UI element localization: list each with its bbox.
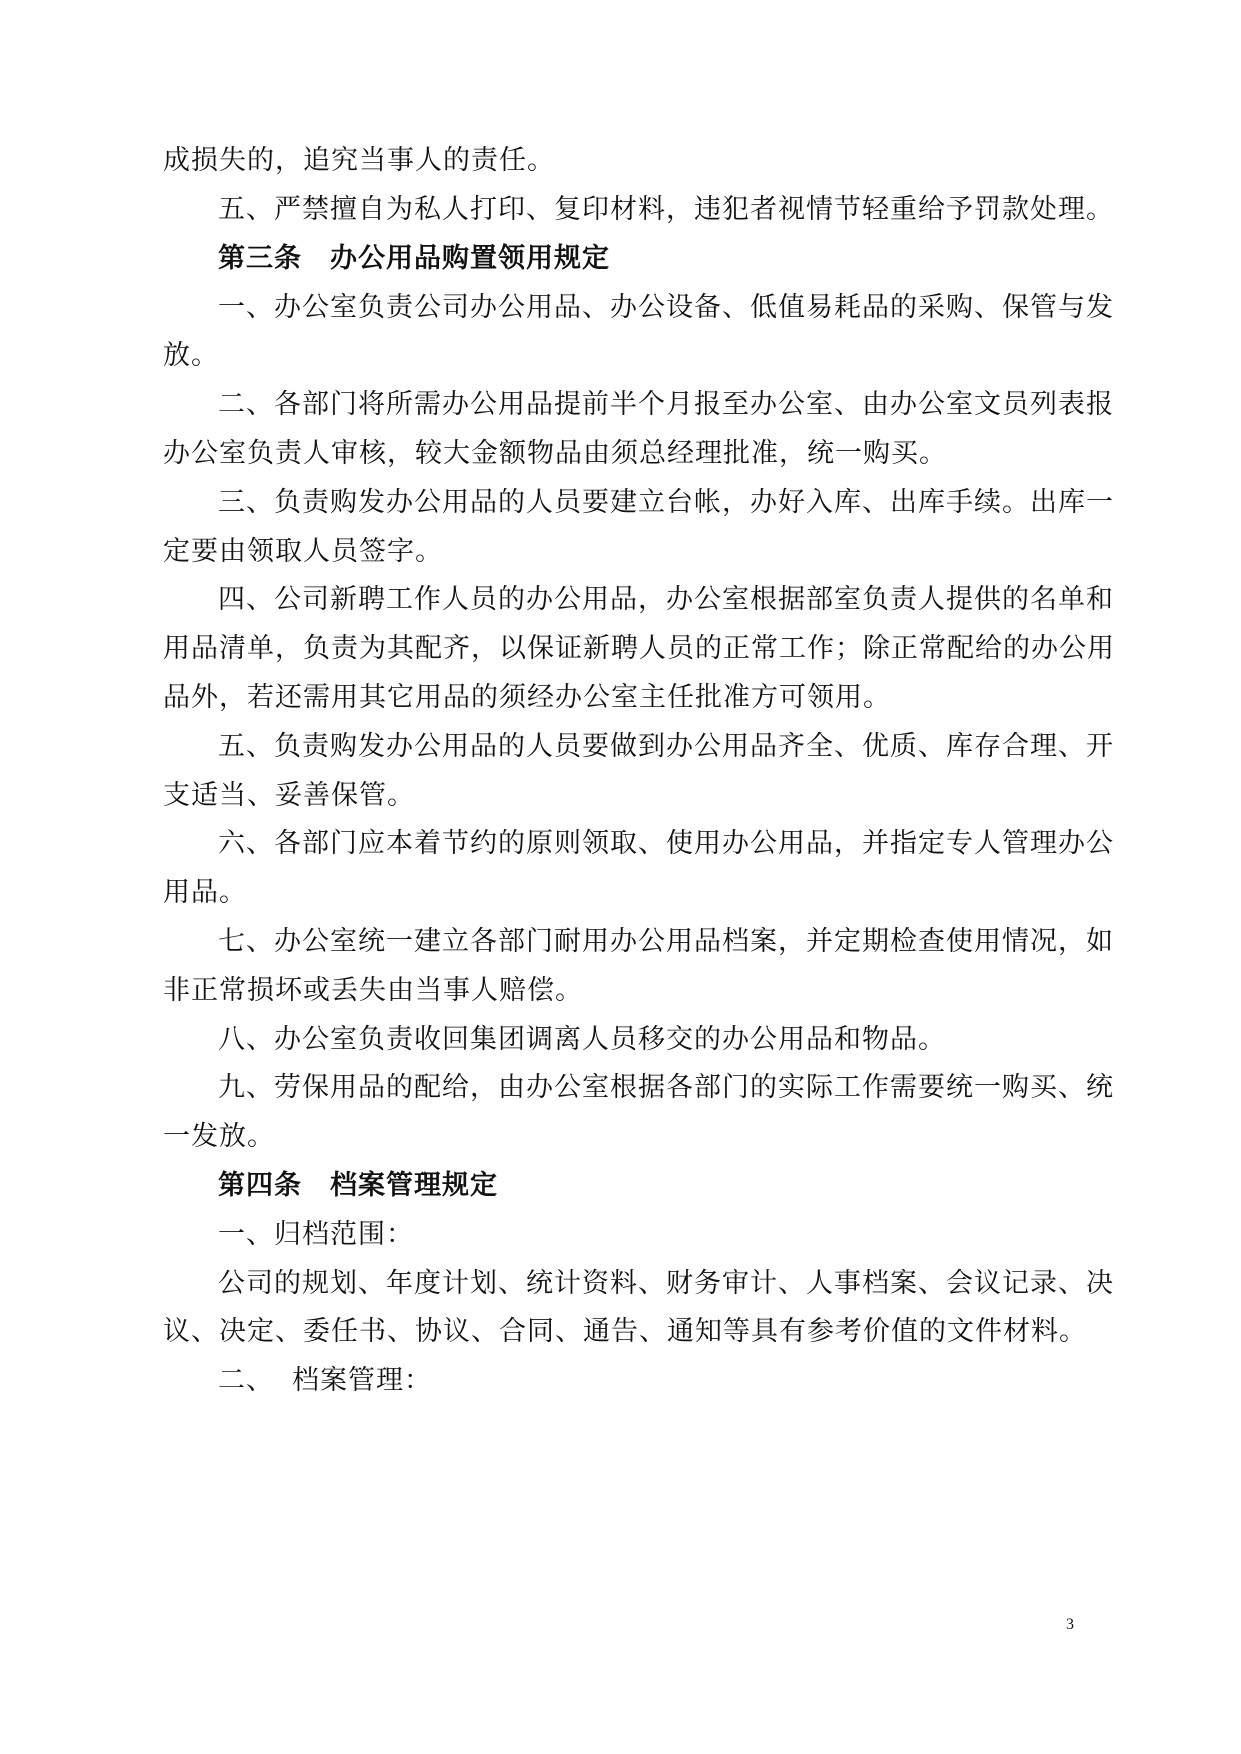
paragraph-line: 一、归档范围：	[218, 1219, 414, 1250]
paragraph-line: 八、办公室负责收回集团调离人员移交的办公用品和物品。	[218, 1024, 946, 1055]
paragraph-line: 议、决定、委任书、协议、合同、通告、通知等具有参考价值的文件材料。	[163, 1316, 1087, 1347]
paragraph-line: 二、各部门将所需办公用品提前半个月报至办公室、由办公室文员列表报	[218, 389, 1114, 420]
paragraph-line: 九、劳保用品的配给，由办公室根据各部门的实际工作需要统一购买、统	[218, 1072, 1114, 1103]
paragraph-line: 放。	[163, 340, 219, 371]
paragraph-line: 公司的规划、年度计划、统计资料、财务审计、人事档案、会议记录、决	[218, 1268, 1114, 1299]
article-number: 第三条	[218, 243, 302, 274]
paragraph-line: 五、负责购发办公用品的人员要做到办公用品齐全、优质、库存合理、开	[218, 731, 1114, 762]
article-title: 档案管理规定	[330, 1170, 498, 1201]
item-number: 二、	[218, 1365, 274, 1396]
paragraph-line: 办公室负责人审核，较大金额物品由须总经理批准，统一购买。	[163, 438, 947, 469]
page-number: 3	[1066, 1616, 1074, 1633]
paragraph-line: 三、负责购发办公用品的人员要建立台帐，办好入库、出库手续。出库一	[218, 487, 1114, 518]
paragraph-line: 四、公司新聘工作人员的办公用品，办公室根据部室负责人提供的名单和	[218, 584, 1114, 615]
paragraph-line: 定要由领取人员签字。	[163, 536, 443, 567]
paragraph-line: 用品。	[163, 877, 247, 908]
item-text: 档案管理：	[292, 1365, 432, 1396]
paragraph-line: 七、办公室统一建立各部门耐用办公用品档案，并定期检查使用情况，如	[218, 926, 1114, 957]
paragraph-line: 品外，若还需用其它用品的须经办公室主任批准方可领用。	[163, 682, 891, 713]
article-title: 办公用品购置领用规定	[330, 243, 610, 274]
paragraph-line: 六、各部门应本着节约的原则领取、使用办公用品，并指定专人管理办公	[218, 828, 1114, 859]
paragraph-line: 一发放。	[163, 1121, 275, 1152]
paragraph-line: 一、办公室负责公司办公用品、办公设备、低值易耗品的采购、保管与发	[218, 292, 1114, 323]
section-heading	[218, 1166, 1083, 1206]
paragraph-line: 非正常损坏或丢失由当事人赔偿。	[163, 975, 583, 1006]
paragraph-line: 支适当、妥善保管。	[163, 780, 415, 811]
paragraph-line: 五、严禁擅自为私人打印、复印材料，违犯者视情节轻重给予罚款处理。	[218, 194, 1114, 225]
paragraph-line: 用品清单，负责为其配齐，以保证新聘人员的正常工作；除正常配给的办公用	[163, 633, 1115, 664]
paragraph-line	[218, 1361, 1083, 1401]
paragraph-line: 成损失的，追究当事人的责任。	[163, 145, 555, 176]
article-number: 第四条	[218, 1170, 302, 1201]
section-heading	[218, 239, 1083, 279]
